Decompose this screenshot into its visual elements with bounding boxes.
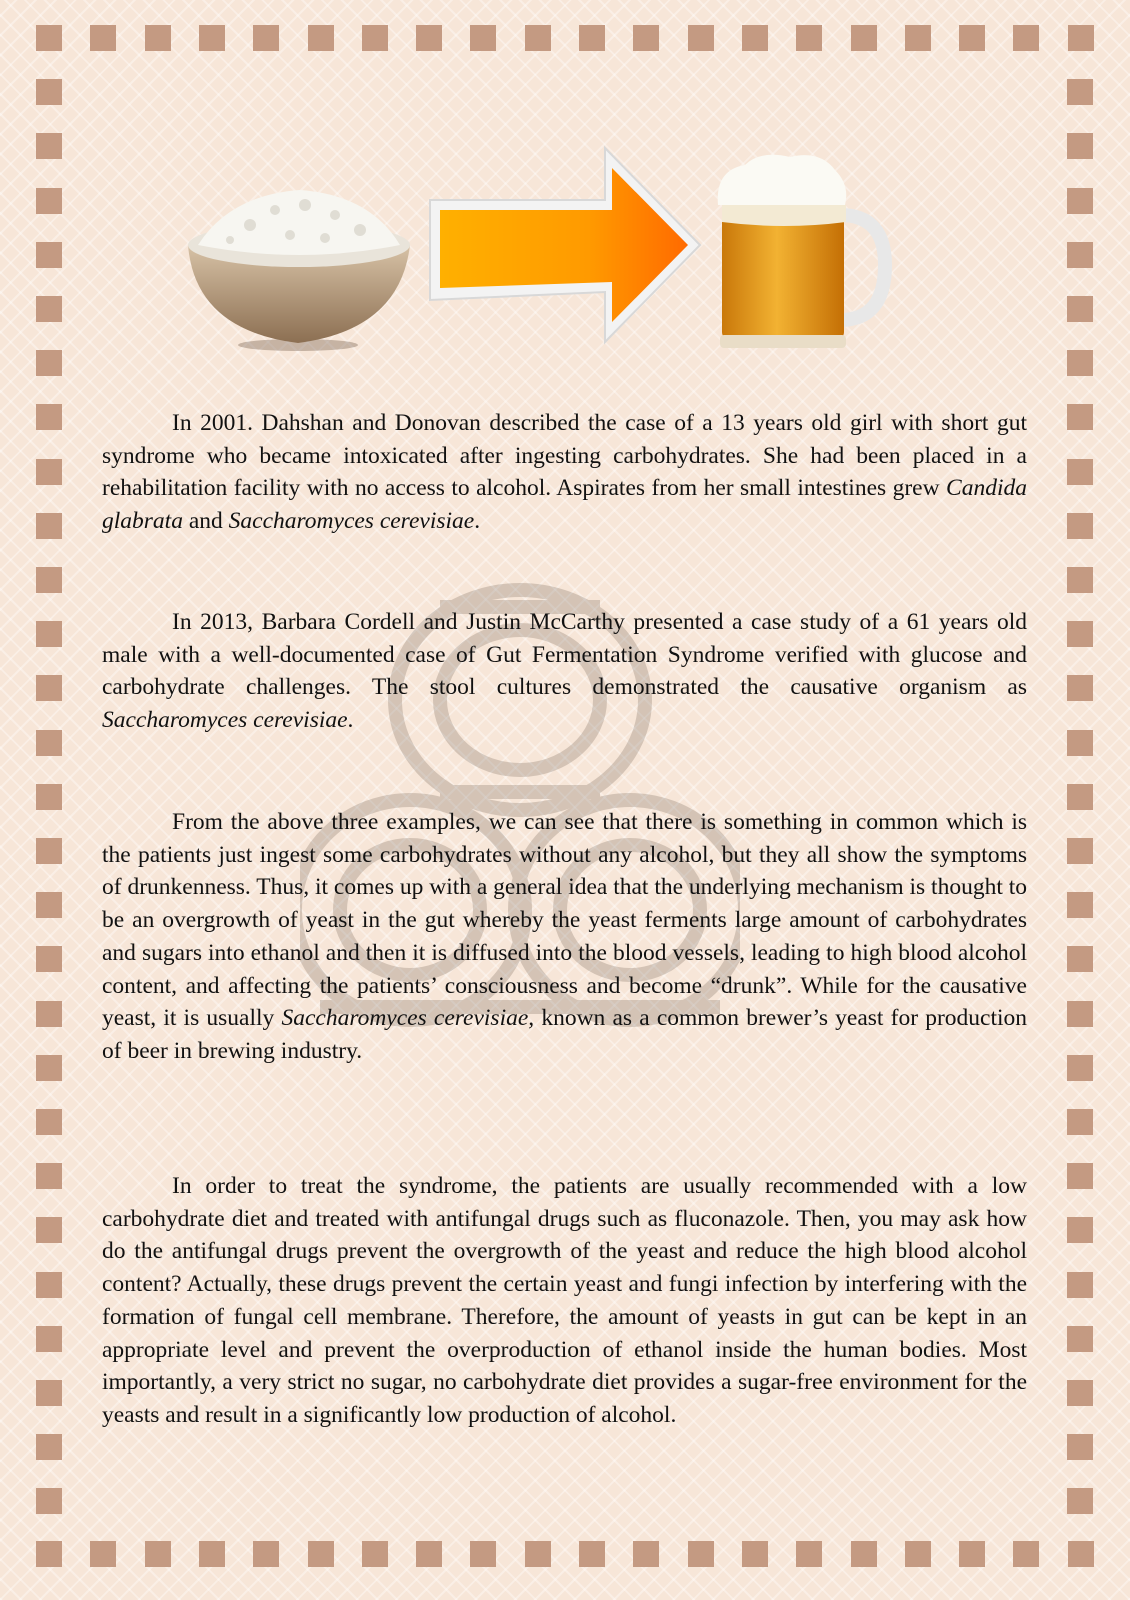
- border-square: [1067, 784, 1093, 810]
- border-square: [36, 459, 62, 485]
- border-square: [851, 1541, 877, 1567]
- paragraph-mechanism: [102, 806, 1027, 1068]
- border-square: [145, 1541, 171, 1567]
- border-square: [1067, 404, 1093, 430]
- border-square: [362, 1541, 388, 1567]
- paragraph-2013-case: [102, 606, 1027, 737]
- species-name: Candida glabrata: [102, 475, 1027, 535]
- border-square: [1067, 1488, 1093, 1514]
- border-square: [36, 621, 62, 647]
- species-name: Saccharomyces cerevisiae: [102, 707, 348, 734]
- border-square: [1067, 730, 1093, 756]
- border-square: [688, 1541, 714, 1567]
- species-name: Saccharomyces cerevisiae: [228, 508, 475, 535]
- border-square: [1067, 1272, 1093, 1298]
- text-segment: In 2013, Barbara Cordell and Justin McCarthy presented a case study of a 61 years old male with a well-documented case of Gut Fermentation Syndrome verified with glucose and carbohydrate challenges. The stool cultures demonstrated the causative organism as: [102, 609, 1027, 701]
- border-square: [36, 1163, 62, 1189]
- border-square: [36, 513, 62, 539]
- border-square: [36, 567, 62, 593]
- border-square: [1067, 459, 1093, 485]
- rice-bowl-icon: [188, 190, 410, 351]
- paragraph-2001-case: [102, 407, 1027, 538]
- border-square: [1068, 1541, 1094, 1567]
- border-square: [1067, 1434, 1093, 1460]
- border-square: [633, 1541, 659, 1567]
- border-square: [90, 1541, 116, 1567]
- border-square: [1067, 892, 1093, 918]
- border-square: [36, 1055, 62, 1081]
- border-square: [36, 1001, 62, 1027]
- text-segment: .: [347, 707, 354, 734]
- border-square: [1067, 621, 1093, 647]
- border-square: [36, 946, 62, 972]
- border-square: [253, 1541, 279, 1567]
- border-square: [308, 1541, 334, 1567]
- text-segment: From the above three examples, we can see that there is something in common which is the patients just ingest some carbohydrates without any alcohol, but they all show the symptoms of drunkenness. Thus, it comes up with a general idea that the underlying mechanism is thought to be an overgrowth of yeast in the gut whereby the yeast ferments large amount of carbohydrates and sugars into ethanol and then it is diffused into the blood vessels, leading to high blood alcohol content, and affecting the patients’ consciousness and become “drunk”. While for the causative yeast, it is usually: [102, 809, 1028, 1032]
- border-square: [36, 784, 62, 810]
- text-segment: In 2001. Dahshan and Donovan described the case of a 13 years old girl with short gut syndrome who became intoxicated after ingesting carbohydrates. She had been placed in a rehabilitation facility with no access to alcohol. Aspirates from her small intestines grew: [102, 410, 1027, 502]
- border-square: [36, 838, 62, 864]
- border-square: [36, 892, 62, 918]
- border-square: [959, 1541, 985, 1567]
- hero-illustration: [0, 0, 1130, 380]
- border-square: [1067, 1109, 1093, 1135]
- border-square: [36, 1272, 62, 1298]
- text-segment: known as a common brewer’s yeast for production of beer in brewing industry.: [102, 1005, 1028, 1064]
- species-name: Saccharomyces cerevisiae,: [281, 1005, 535, 1032]
- border-square: [36, 1488, 62, 1514]
- border-square: [1067, 1055, 1093, 1081]
- border-square: [36, 730, 62, 756]
- text-segment: .: [474, 508, 481, 535]
- border-square: [525, 1541, 551, 1567]
- border-square: [470, 1541, 496, 1567]
- border-square: [1067, 1001, 1093, 1027]
- border-square: [1067, 513, 1093, 539]
- border-square: [1067, 946, 1093, 972]
- border-square: [36, 404, 62, 430]
- border-square: [36, 1217, 62, 1243]
- border-square: [36, 1326, 62, 1352]
- paragraph-treatment: [102, 1170, 1027, 1432]
- text-segment: and: [182, 508, 229, 535]
- border-square: [1067, 1326, 1093, 1352]
- border-square: [1067, 675, 1093, 701]
- border-square: [579, 1541, 605, 1567]
- border-square: [1067, 1217, 1093, 1243]
- beer-mug-icon: [718, 155, 885, 348]
- border-square: [1067, 1163, 1093, 1189]
- border-square: [416, 1541, 442, 1567]
- border-square: [1013, 1541, 1039, 1567]
- border-square: [905, 1541, 931, 1567]
- border-square: [36, 1541, 62, 1567]
- border-square: [1067, 567, 1093, 593]
- border-square: [36, 1434, 62, 1460]
- border-square: [796, 1541, 822, 1567]
- border-square: [36, 675, 62, 701]
- border-square: [742, 1541, 768, 1567]
- border-square: [1067, 838, 1093, 864]
- text-segment: In order to treat the syndrome, the patients are usually recommended with a low carbohydrate diet and treated with antifungal drugs such as fluconazole. Then, you may ask how do the antifungal drugs prevent the overgrowth of the yeast and reduce the high blood alcohol content? Actually, these drugs prevent the certain yeast and fungi infection by interfering with the formation of fungal cell membrane. Therefore, the amount of yeasts in gut can be kept in an appropriate level and prevent the overproduction of ethanol inside the human bodies. Most importantly, a very strict no sugar, no carbohydrate diet provides a sugar-free environment for the yeasts and result in a significantly low production of alcohol.: [102, 1173, 1027, 1428]
- border-square: [36, 1380, 62, 1406]
- border-square: [36, 1109, 62, 1135]
- border-square: [199, 1541, 225, 1567]
- border-square: [1067, 1380, 1093, 1406]
- orange-arrow-icon: [430, 148, 700, 342]
